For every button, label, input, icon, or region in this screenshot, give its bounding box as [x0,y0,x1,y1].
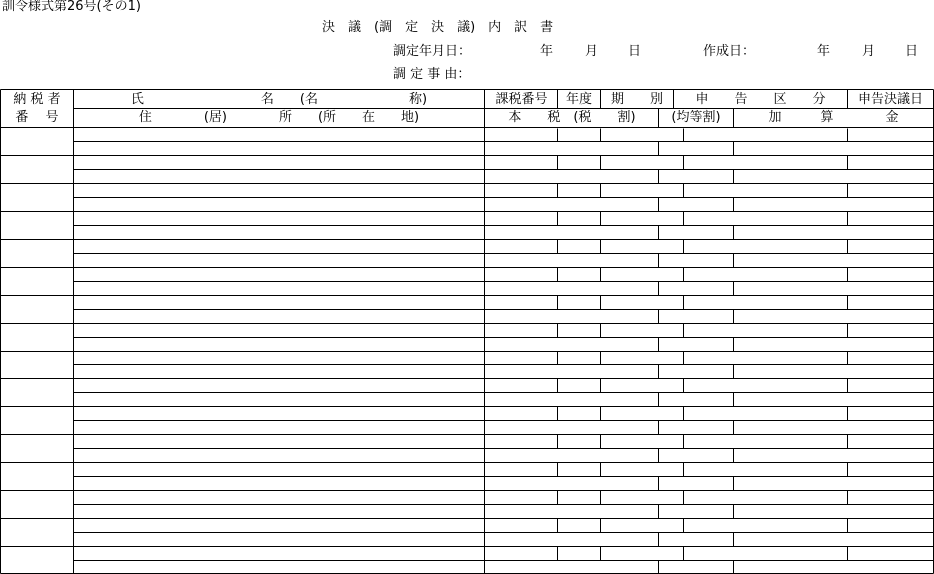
assessment-date-month-unit: 月 [585,44,599,59]
header-equal-tax: (均等割) [671,110,721,125]
created-date-year-unit: 年 [817,44,831,59]
header-declaration-type: 申 告 区 分 [695,92,826,107]
header-taxpayer-number-line2: 番 号 [15,110,59,125]
header-address: 住 (居) 所 (所 在 地) [138,110,420,125]
created-date-label: 作成日： [703,44,756,59]
header-surcharge: 加 算 金 [768,110,899,125]
header-main-tax: 本 税 (税 割) [508,110,636,125]
created-date-month-unit: 月 [862,44,876,59]
assessment-reason-label: 調 定 事 由： [393,67,471,82]
assessment-date-label: 調定年月日： [393,44,472,59]
header-fiscal-year: 年度 [565,92,592,107]
document-title: 決 議 (調 定 決 議) 内 訳 書 [322,20,554,35]
header-name: 氏 名 (名 称) [130,92,428,107]
assessment-date-year-unit: 年 [540,44,554,59]
form-number: 訓令様式第26号(その1) [2,0,141,14]
created-date-day-unit: 日 [905,44,919,59]
header-taxpayer-number-line1: 納 税 者 [13,92,61,107]
header-period: 期 別 [610,92,663,107]
assessment-date-day-unit: 日 [628,44,642,59]
header-decision-date: 申告決議日 [857,92,923,107]
header-tax-number: 課税番号 [495,92,548,107]
